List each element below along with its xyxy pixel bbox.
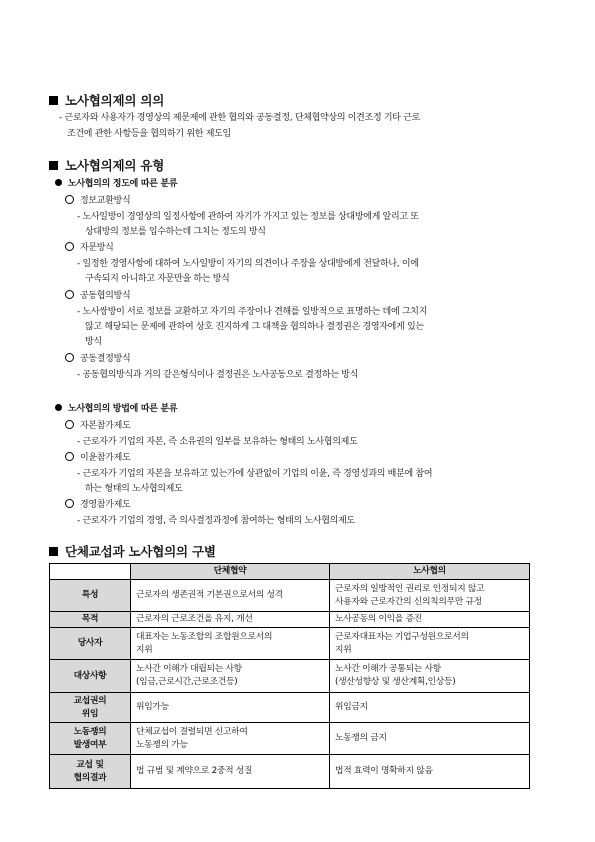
section-title-comparison bbox=[49, 542, 216, 560]
row-label: 목적 bbox=[50, 612, 131, 628]
meaning-line-1: - 근로자와 사용자가 경영상의 제문제에 관한 협의와 공동결정, 단체협약상의 이견조정 기타 근로 bbox=[59, 113, 421, 123]
section-title-types bbox=[49, 156, 164, 174]
item-degree-2 bbox=[65, 288, 130, 301]
filled-circle-bullet-icon bbox=[55, 179, 62, 186]
cell-council: 법적 효력이 명확하지 않음 bbox=[330, 755, 530, 789]
item-method-0-line-0: - 근로자가 기업의 자본, 즉 소유권의 일부를 보유하는 형태의 노사협의제도 bbox=[77, 437, 358, 447]
table-row bbox=[50, 723, 530, 755]
comparison-table bbox=[49, 563, 530, 789]
cell-council: 노동쟁의 금지 bbox=[330, 723, 530, 755]
header-blank bbox=[50, 564, 131, 580]
section-title-text: 노사협의제의 유형 bbox=[65, 158, 165, 173]
item-degree-3-line-0: - 공동협의방식과 거의 같은형식이나 결정권은 노사공동으로 결정하는 방식 bbox=[77, 370, 359, 380]
item-degree-3 bbox=[65, 351, 130, 364]
item-degree-2-line-0: - 노사쌍방이 서로 정보를 교환하고 자기의 주장이나 견해를 일방적으로 표명하는 데에 그치지 bbox=[77, 307, 428, 317]
table-row bbox=[50, 580, 530, 612]
row-label: 특성 bbox=[50, 580, 131, 612]
cell-council: 근로자의 일방적인 권리로 인정되지 않고 사용자와 근로자간의 신의칙의무만 규정 bbox=[330, 580, 530, 612]
row-label: 교섭 및 협의결과 bbox=[50, 755, 131, 789]
cell-collective: 근로자의 근로조건을 유지, 개선 bbox=[131, 612, 330, 628]
table-row bbox=[50, 755, 530, 789]
circle-bullet-icon bbox=[65, 420, 74, 429]
square-bullet-icon bbox=[49, 547, 58, 556]
circle-bullet-icon bbox=[65, 499, 74, 508]
item-degree-2-line-2: 방식 bbox=[85, 337, 102, 347]
circle-bullet-icon bbox=[65, 290, 74, 299]
meaning-line-2: 조건에 관한 사항등을 협의하기 위한 제도임 bbox=[67, 129, 231, 139]
header-labor-management-council: 노사협의 bbox=[330, 564, 530, 580]
cell-collective: 단체교섭이 결렬되면 신고하여 노동쟁의 가능 bbox=[131, 723, 330, 755]
item-method-2 bbox=[65, 497, 130, 510]
item-name: 정보교환방식 bbox=[80, 196, 131, 206]
cell-council: 위임금지 bbox=[330, 693, 530, 723]
cell-collective: 대표자는 노동조합의 조합원으로서의 지위 bbox=[131, 628, 330, 660]
subheading-text: 노사협의의 방법에 따른 분류 bbox=[68, 404, 178, 414]
cell-collective: 위임가능 bbox=[131, 693, 330, 723]
cell-council: 근로자대표자는 기업구성원으로서의 지위 bbox=[330, 628, 530, 660]
header-collective-agreement: 단체협약 bbox=[131, 564, 330, 580]
section-title-meaning bbox=[49, 91, 164, 109]
item-degree-2-line-1: 않고 해당되는 문제에 관하여 상호 진지하게 그 대책을 협의하나 결정권은 경영자에게 있는 bbox=[85, 322, 424, 332]
square-bullet-icon bbox=[49, 96, 58, 105]
table-row bbox=[50, 628, 530, 660]
subheading-by-method bbox=[55, 401, 177, 414]
cell-council: 노사간 이해가 공통되는 사항 (생산성향상 및 생산계획,인상등) bbox=[330, 660, 530, 693]
circle-bullet-icon bbox=[65, 242, 74, 251]
circle-bullet-icon bbox=[65, 353, 74, 362]
item-method-1-line-1: 하는 형태의 노사협의제도 bbox=[85, 484, 183, 494]
item-name: 경영참가제도 bbox=[80, 500, 131, 510]
filled-circle-bullet-icon bbox=[55, 404, 62, 411]
item-degree-0-line-0: - 노사일방이 경영상의 일정사항에 관하여 자기가 가지고 있는 정보를 상대방에게 알리고 또 bbox=[77, 212, 419, 222]
cell-collective: 근로자의 생존권적 기본권으로서의 성격 bbox=[131, 580, 330, 612]
cell-collective: 법 규범 및 계약으로 2중적 성질 bbox=[131, 755, 330, 789]
item-name: 자문방식 bbox=[80, 243, 114, 253]
row-label: 교섭권의 위임 bbox=[50, 693, 131, 723]
item-method-1-line-0: - 근로자가 기업의 자본을 보유하고 있는가에 상관없이 기업의 이윤, 즉 경영성과의 배분에 참여 bbox=[77, 469, 433, 479]
section-title-text: 노사협의제의 의의 bbox=[65, 93, 165, 108]
subheading-text: 노사협의의 정도에 따른 분류 bbox=[68, 179, 178, 189]
row-label: 당사자 bbox=[50, 628, 131, 660]
item-name: 이윤참가제도 bbox=[80, 453, 131, 463]
item-method-1 bbox=[65, 450, 130, 463]
table-header-row bbox=[50, 564, 530, 580]
row-label: 노동쟁의 발생여부 bbox=[50, 723, 131, 755]
row-label: 대상사항 bbox=[50, 660, 131, 693]
square-bullet-icon bbox=[49, 161, 58, 170]
item-degree-0 bbox=[65, 193, 130, 206]
table-row bbox=[50, 660, 530, 693]
item-method-0 bbox=[65, 418, 130, 431]
cell-council: 노사공동의 이익을 증진 bbox=[330, 612, 530, 628]
item-name: 공동협의방식 bbox=[80, 291, 131, 301]
section-title-text: 단체교섭과 노사협의의 구별 bbox=[65, 544, 216, 559]
item-method-2-line-0: - 근로자가 기업의 경영, 즉 의사결정과정에 참여하는 형태의 노사협의제도 bbox=[77, 516, 355, 526]
circle-bullet-icon bbox=[65, 452, 74, 461]
cell-collective: 노사간 이해가 대립되는 사항 (임금,근로시간,근로조건등) bbox=[131, 660, 330, 693]
circle-bullet-icon bbox=[65, 195, 74, 204]
item-degree-0-line-1: 상대방의 정보를 입수하는데 그치는 정도의 방식 bbox=[85, 227, 266, 237]
table-row bbox=[50, 693, 530, 723]
item-name: 자본참가제도 bbox=[80, 421, 131, 431]
item-degree-1 bbox=[65, 240, 114, 253]
item-degree-1-line-0: - 일정한 경영사항에 대하여 노사일방이 자기의 의견이나 주장을 상대방에게 전달하나, 이에 bbox=[77, 259, 419, 269]
item-degree-1-line-1: 구속되지 아니하고 자문만을 하는 방식 bbox=[85, 274, 230, 284]
table-row bbox=[50, 612, 530, 628]
subheading-by-degree bbox=[55, 176, 177, 189]
item-name: 공동결정방식 bbox=[80, 354, 131, 364]
